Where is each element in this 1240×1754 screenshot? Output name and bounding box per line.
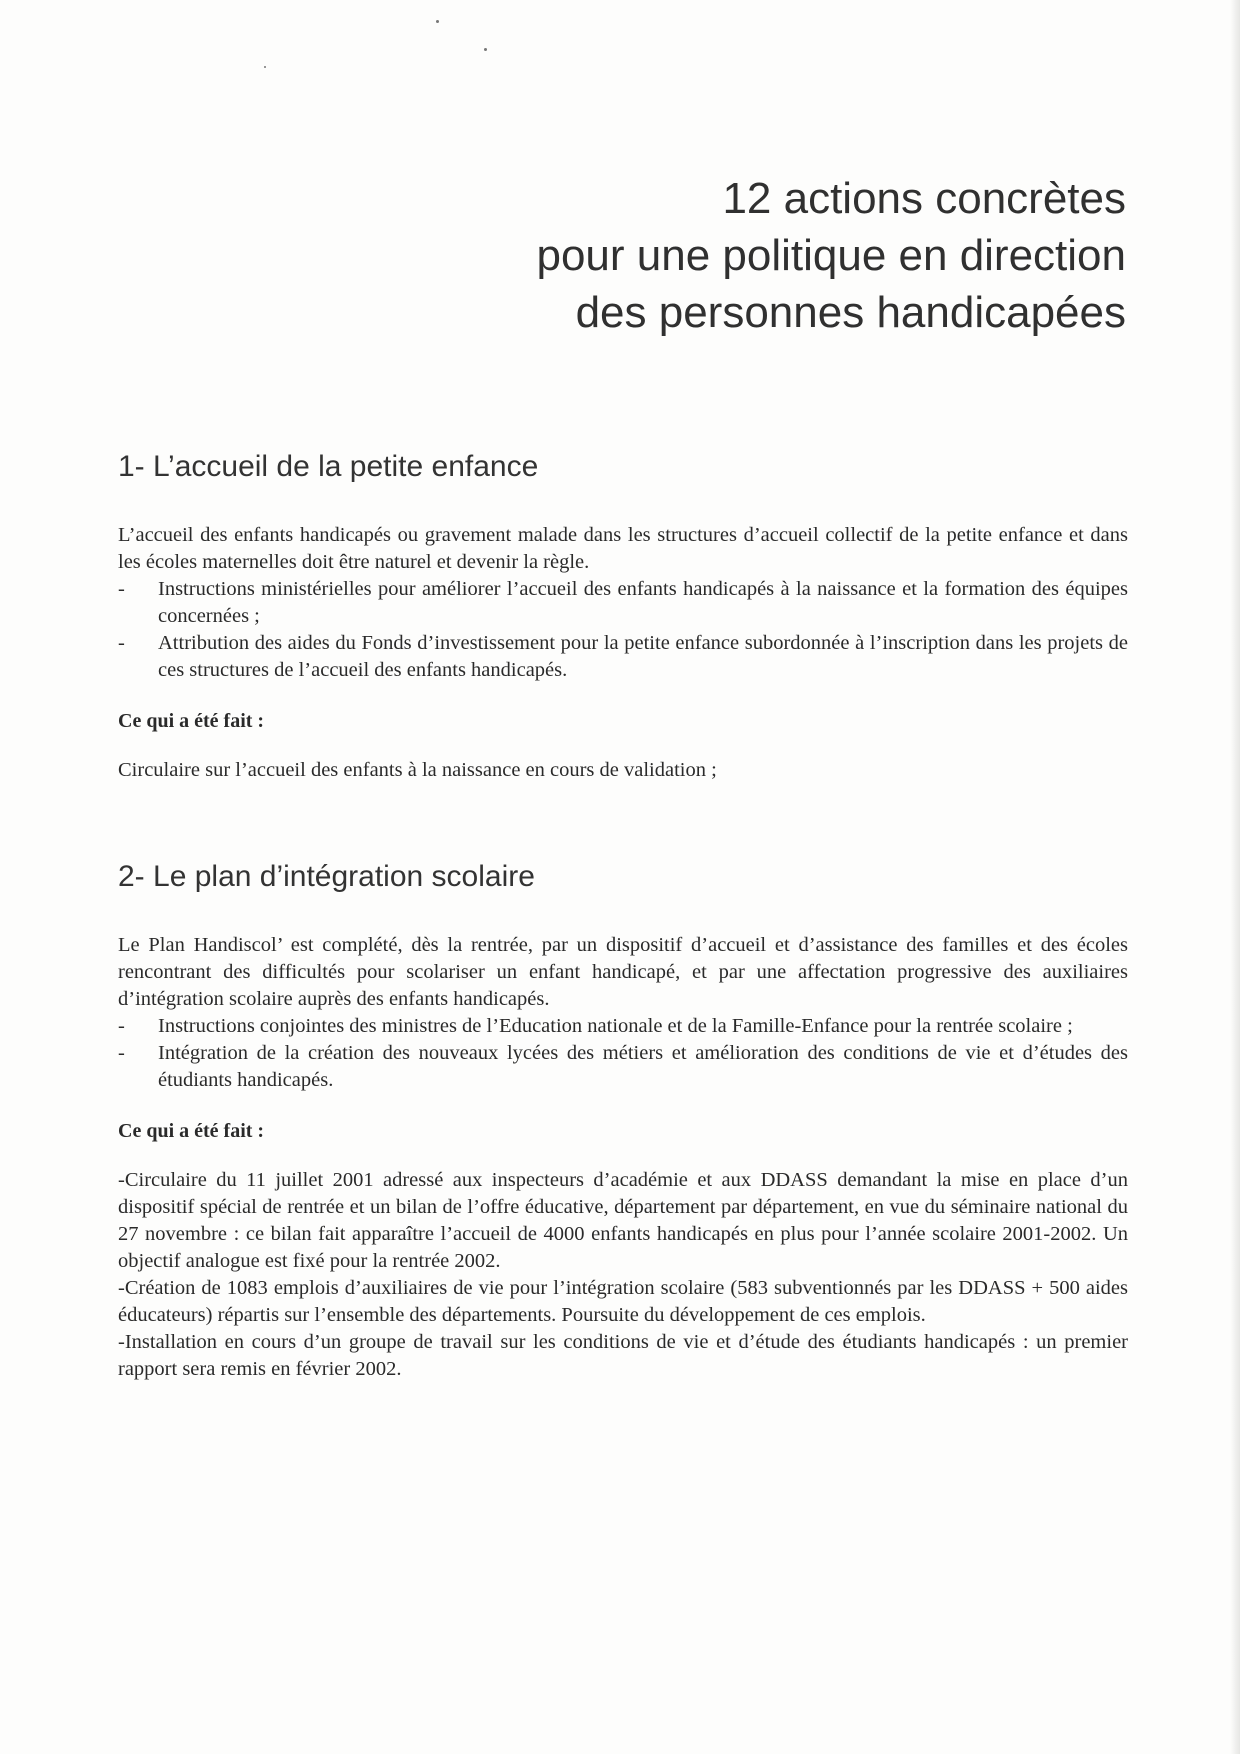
- action-list: [118, 1013, 1128, 1094]
- list-item-text: Intégration de la création des nouveaux lycées des métiers et amélioration des conditions de vie et d’études des étudiants handicapés.: [158, 1042, 1128, 1091]
- scan-speck: [436, 20, 439, 23]
- list-item: [118, 1040, 1128, 1094]
- section-heading: 2- Le plan d’intégration scolaire: [118, 860, 535, 893]
- done-item: -Installation en cours d’un groupe de travail sur les conditions de vie et d’étude des étudiants handicapés : un premier rapport sera remis en février 2002.: [118, 1331, 1128, 1380]
- action-list: [118, 576, 1128, 684]
- section-intro: Le Plan Handiscol’ est complété, dès la rentrée, par un dispositif d’accueil et d’assistance des familles et des écoles rencontrant des difficultés pour scolariser un enfant handicapé, et par une affectation progressive des auxiliaires d’intégration scolaire auprès des enfants handicapés.: [118, 934, 1128, 1010]
- scan-edge-shadow: [1230, 0, 1240, 1754]
- done-label: Ce qui a été fait :: [118, 1120, 265, 1142]
- section-integration-scolaire: [118, 860, 1128, 1383]
- done-item: -Circulaire du 11 juillet 2001 adressé aux inspecteurs d’académie et aux DDASS demandant la mise en place d’un dispositif spécial de rentrée et un bilan de l’offre éducative, département par département, en vue du séminaire national du 27 novembre : ce bilan fait apparaître l’accueil de 4000 enfants handicapés en plus pour l’année scolaire 2001-2002. Un objectif analogue est fixé pour la rentrée 2002.: [118, 1169, 1128, 1272]
- list-item-text: Attribution des aides du Fonds d’investissement pour la petite enfance subordonnée à l’inscription dans les projets de ces structures de l’accueil des enfants handicapés.: [158, 632, 1128, 681]
- scan-speck: [484, 48, 487, 51]
- bullet-dash: -: [118, 578, 125, 600]
- done-label: Ce qui a été fait :: [118, 710, 265, 732]
- list-item: [118, 630, 1128, 684]
- list-item: [118, 1013, 1128, 1040]
- section-heading: 1- L’accueil de la petite enfance: [118, 450, 539, 483]
- bullet-dash: -: [118, 1015, 125, 1037]
- list-item: [118, 576, 1128, 630]
- title-line-2: pour une politique en direction: [536, 231, 1126, 280]
- title-line-1: 12 actions concrètes: [722, 174, 1126, 223]
- document-title: [536, 170, 1126, 341]
- done-item: Circulaire sur l’accueil des enfants à la naissance en cours de validation ;: [118, 759, 717, 781]
- section-petite-enfance: [118, 450, 1128, 784]
- bullet-dash: -: [118, 632, 125, 654]
- section-intro: L’accueil des enfants handicapés ou gravement malade dans les structures d’accueil collectif de la petite enfance et dans les écoles maternelles doit être naturel et devenir la règle.: [118, 524, 1128, 573]
- scan-speck: [264, 66, 266, 68]
- list-item-text: Instructions conjointes des ministres de l’Education nationale et de la Famille-Enfance pour la rentrée scolaire ;: [158, 1015, 1073, 1037]
- done-item: -Création de 1083 emplois d’auxiliaires de vie pour l’intégration scolaire (583 subventionnés par les DDASS + 500 aides éducateurs) répartis sur l’ensemble des départements. Poursuite du développement de ces emplois.: [118, 1277, 1128, 1326]
- list-item-text: Instructions ministérielles pour améliorer l’accueil des enfants handicapés à la naissance et la formation des équipes concernées ;: [158, 578, 1128, 627]
- title-line-3: des personnes handicapées: [575, 288, 1126, 337]
- bullet-dash: -: [118, 1042, 125, 1064]
